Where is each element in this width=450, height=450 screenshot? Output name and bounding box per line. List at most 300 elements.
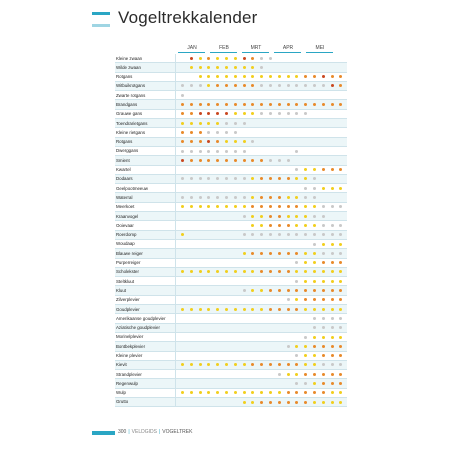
presence-dot [216,196,219,199]
bird-name-cell [115,398,176,406]
presence-dot [287,84,290,87]
presence-dot [207,391,210,394]
presence-dot [207,308,210,311]
presence-dot [339,243,342,246]
presence-dot [269,159,272,162]
presence-dot [234,391,237,394]
presence-dot [295,289,298,292]
presence-dot [331,401,334,404]
presence-dot [243,205,246,208]
presence-dot [181,122,184,125]
presence-dot [339,168,342,171]
presence-dot [287,224,290,227]
presence-dot [260,177,263,180]
bird-name-cell [115,342,176,350]
presence-dot [269,57,272,60]
presence-dot [243,308,246,311]
presence-dot [304,363,307,366]
presence-dot [190,103,193,106]
presence-dot [181,159,184,162]
presence-dot [295,168,298,171]
bird-name-cell [115,73,176,81]
presence-dot [331,354,334,357]
presence-dot [199,140,202,143]
presence-dot [278,177,281,180]
presence-dot [313,345,316,348]
bird-row [115,63,347,72]
presence-dot [295,103,298,106]
presence-dot [278,363,281,366]
presence-dot [251,84,254,87]
presence-dot [287,103,290,106]
presence-dot [199,75,202,78]
presence-dot [331,298,334,301]
presence-dot [260,289,263,292]
bird-name-cell [115,370,176,378]
presence-dot [339,84,342,87]
presence-dot [304,391,307,394]
presence-dot [339,187,342,190]
footer-separator: | [158,429,161,435]
month-underline [210,52,237,53]
presence-dot [207,205,210,208]
presence-dot [313,373,316,376]
presence-dot [199,112,202,115]
bird-name: Rotgans [116,139,133,145]
presence-dot [225,75,228,78]
migration-calendar-table [115,54,347,407]
presence-dot [199,196,202,199]
presence-dot [251,289,254,292]
presence-dot [181,150,184,153]
presence-dot [199,66,202,69]
presence-dot [199,177,202,180]
presence-dot [251,159,254,162]
presence-dot [216,363,219,366]
month-label: FEB [219,45,229,51]
presence-dot [331,289,334,292]
presence-dot [331,103,334,106]
presence-dot [313,168,316,171]
presence-dot [313,224,316,227]
presence-dot [339,270,342,273]
presence-dot [322,308,325,311]
presence-dot [331,391,334,394]
presence-dot [287,391,290,394]
bird-row [115,119,347,128]
presence-dot [331,382,334,385]
presence-dot [234,196,237,199]
presence-dot [322,373,325,376]
presence-dot [313,280,316,283]
bird-row [115,296,347,305]
presence-dot [260,401,263,404]
presence-dot [216,84,219,87]
presence-dot [322,391,325,394]
presence-dot [269,289,272,292]
presence-dot [243,252,246,255]
presence-dot [181,84,184,87]
presence-dot [322,280,325,283]
presence-dot [225,57,228,60]
presence-dot [278,112,281,115]
bird-name-cell [115,361,176,369]
presence-dot [339,401,342,404]
presence-dot [207,112,210,115]
presence-dot [216,391,219,394]
presence-dot [260,215,263,218]
bird-name: Blauwe reiger [116,250,143,256]
presence-dot [216,131,219,134]
presence-dot [304,177,307,180]
presence-dot [269,224,272,227]
presence-dot [322,363,325,366]
presence-dot [251,215,254,218]
presence-dot [225,103,228,106]
presence-dot [225,159,228,162]
presence-dot [207,131,210,134]
presence-dot [181,131,184,134]
presence-dot [322,205,325,208]
bird-name-cell [115,379,176,387]
presence-dot [278,159,281,162]
presence-dot [269,75,272,78]
presence-dot [339,261,342,264]
presence-dot [331,75,334,78]
month-underline [274,52,301,53]
presence-dot [287,196,290,199]
presence-dot [287,75,290,78]
presence-dot [278,289,281,292]
presence-dot [181,270,184,273]
presence-dot [322,289,325,292]
presence-dot [260,75,263,78]
bird-name-cell [115,352,176,360]
presence-dot [199,150,202,153]
presence-dot [339,205,342,208]
presence-dot [225,196,228,199]
presence-dot [243,66,246,69]
presence-dot [269,391,272,394]
presence-dot [190,122,193,125]
presence-dot [331,317,334,320]
presence-dot [207,57,210,60]
presence-dot [190,308,193,311]
presence-dot [313,177,316,180]
presence-dot [190,140,193,143]
presence-dot [322,84,325,87]
presence-dot [269,270,272,273]
presence-dot [207,159,210,162]
presence-dot [339,354,342,357]
bird-name: Waterral [116,194,133,200]
bird-name: Amerikaanse goudplevier [116,315,166,321]
bird-row [115,370,347,379]
bird-name: Grauwe gans [116,111,143,117]
presence-dot [260,233,263,236]
bird-name: Meerkoet [116,204,135,210]
bird-row [115,73,347,82]
presence-dot [295,363,298,366]
presence-dot [225,131,228,134]
presence-dot [339,336,342,339]
presence-dot [331,326,334,329]
presence-dot [251,391,254,394]
bird-name-cell [115,156,176,164]
presence-dot [322,354,325,357]
presence-dot [295,177,298,180]
presence-dot [295,196,298,199]
presence-dot [304,261,307,264]
presence-dot [207,196,210,199]
bird-row [115,91,347,100]
presence-dot [251,224,254,227]
bird-name-cell [115,221,176,229]
presence-dot [313,75,316,78]
presence-dot [304,289,307,292]
presence-dot [339,224,342,227]
presence-dot [304,196,307,199]
bird-name: Geelpootmeeuw [116,185,148,191]
presence-dot [313,215,316,218]
presence-dot [304,112,307,115]
presence-dot [269,103,272,106]
bird-name-cell [115,305,176,313]
presence-dot [313,317,316,320]
presence-dot [295,252,298,255]
presence-dot [313,289,316,292]
bird-row [115,128,347,137]
presence-dot [260,205,263,208]
presence-dot [234,308,237,311]
presence-dot [234,66,237,69]
presence-dot [234,150,237,153]
presence-dot [287,177,290,180]
presence-dot [295,373,298,376]
presence-dot [331,336,334,339]
bird-name: Kluut [116,287,127,293]
presence-dot [251,196,254,199]
presence-dot [313,84,316,87]
bird-name: Roerdomp [116,232,137,238]
presence-dot [322,326,325,329]
presence-dot [199,131,202,134]
bird-name-cell [115,249,176,257]
presence-dot [339,391,342,394]
presence-dot [243,103,246,106]
month-underline [242,52,269,53]
presence-dot [190,205,193,208]
month-underline [178,52,205,53]
presence-dot [331,308,334,311]
presence-dot [313,363,316,366]
bird-name-cell [115,193,176,201]
presence-dot [243,289,246,292]
bird-name: Goudplevier [116,306,140,312]
presence-dot [260,308,263,311]
presence-dot [322,215,325,218]
presence-dot [287,112,290,115]
presence-dot [216,205,219,208]
presence-dot [339,233,342,236]
presence-dot [181,112,184,115]
bird-name: Wulp [116,390,126,396]
presence-dot [313,103,316,106]
presence-dot [251,103,254,106]
presence-dot [295,75,298,78]
presence-dot [225,363,228,366]
bird-row [115,305,347,314]
bird-name: Kleine plevier [116,353,143,358]
presence-dot [260,103,263,106]
presence-dot [295,280,298,283]
presence-dot [243,150,246,153]
presence-dot [322,401,325,404]
presence-dot [269,196,272,199]
bird-row [115,156,347,165]
presence-dot [304,187,307,190]
presence-dot [260,112,263,115]
presence-dot [234,270,237,273]
presence-dot [181,233,184,236]
presence-dot [234,122,237,125]
presence-dot [260,270,263,273]
presence-dot [234,363,237,366]
presence-dot [304,224,307,227]
presence-dot [199,159,202,162]
bird-name: Strandplevier [116,371,142,377]
bird-name-cell [115,128,176,136]
bird-row [115,286,347,295]
bird-row [115,184,347,193]
presence-dot [295,233,298,236]
presence-dot [181,308,184,311]
presence-dot [216,57,219,60]
presence-dot [216,159,219,162]
presence-dot [278,270,281,273]
presence-dot [339,252,342,255]
presence-dot [295,215,298,218]
presence-dot [304,75,307,78]
bird-name-cell [115,147,176,155]
title-accent-bar [92,12,110,15]
presence-dot [181,205,184,208]
presence-dot [322,298,325,301]
bird-name: Brandgans [116,101,138,107]
presence-dot [287,373,290,376]
presence-dot [322,233,325,236]
footer-chapter: VOGELTREK [162,429,193,435]
presence-dot [278,224,281,227]
bird-row [115,54,347,63]
presence-dot [313,326,316,329]
bird-name: Kleine zwaan [116,55,143,61]
bird-name: Dodaars [116,176,133,182]
presence-dot [287,215,290,218]
presence-dot [304,252,307,255]
bird-name-cell [115,277,176,285]
presence-dot [313,233,316,236]
bird-name: Kleine rietgans [116,129,146,135]
bird-name: Kraanvogel [116,213,139,219]
presence-dot [181,177,184,180]
bird-name-cell [115,231,176,239]
presence-dot [243,401,246,404]
presence-dot [243,177,246,180]
presence-dot [260,252,263,255]
presence-dot [313,401,316,404]
presence-dot [251,177,254,180]
presence-dot [331,205,334,208]
presence-dot [199,391,202,394]
presence-dot [313,308,316,311]
presence-dot [322,345,325,348]
presence-dot [322,243,325,246]
bird-row [115,314,347,323]
bird-name-cell [115,212,176,220]
presence-dot [251,57,254,60]
presence-dot [304,103,307,106]
presence-dot [295,354,298,357]
presence-dot [207,75,210,78]
bird-name-cell [115,119,176,127]
month-header [178,45,346,53]
presence-dot [295,401,298,404]
presence-dot [216,112,219,115]
presence-dot [234,177,237,180]
presence-dot [278,103,281,106]
presence-dot [269,215,272,218]
presence-dot [304,233,307,236]
bird-name-cell [115,203,176,211]
presence-dot [287,289,290,292]
presence-dot [269,205,272,208]
presence-dot [234,84,237,87]
presence-dot [207,84,210,87]
presence-dot [269,177,272,180]
presence-dot [251,308,254,311]
presence-dot [199,205,202,208]
presence-dot [313,196,316,199]
presence-dot [295,270,298,273]
bird-name: Purperreiger [116,260,141,266]
presence-dot [304,280,307,283]
bird-name: Steltkluut [116,278,135,284]
presence-dot [207,140,210,143]
presence-dot [243,270,246,273]
bird-row [115,231,347,240]
presence-dot [313,270,316,273]
presence-dot [260,363,263,366]
presence-dot [181,94,184,97]
bird-name-cell [115,324,176,332]
presence-dot [199,270,202,273]
presence-dot [207,363,210,366]
presence-dot [243,112,246,115]
bird-name-cell [115,54,176,62]
bird-name-cell [115,100,176,108]
presence-dot [304,205,307,208]
bird-name: Grutto [116,399,129,405]
presence-dot [225,140,228,143]
bird-name: Zwarte rotgans [116,92,146,98]
bird-name: Scholekster [116,269,139,275]
presence-dot [190,131,193,134]
presence-dot [322,224,325,227]
bird-name: Kwartel [116,167,131,173]
presence-dot [269,84,272,87]
presence-dot [243,233,246,236]
